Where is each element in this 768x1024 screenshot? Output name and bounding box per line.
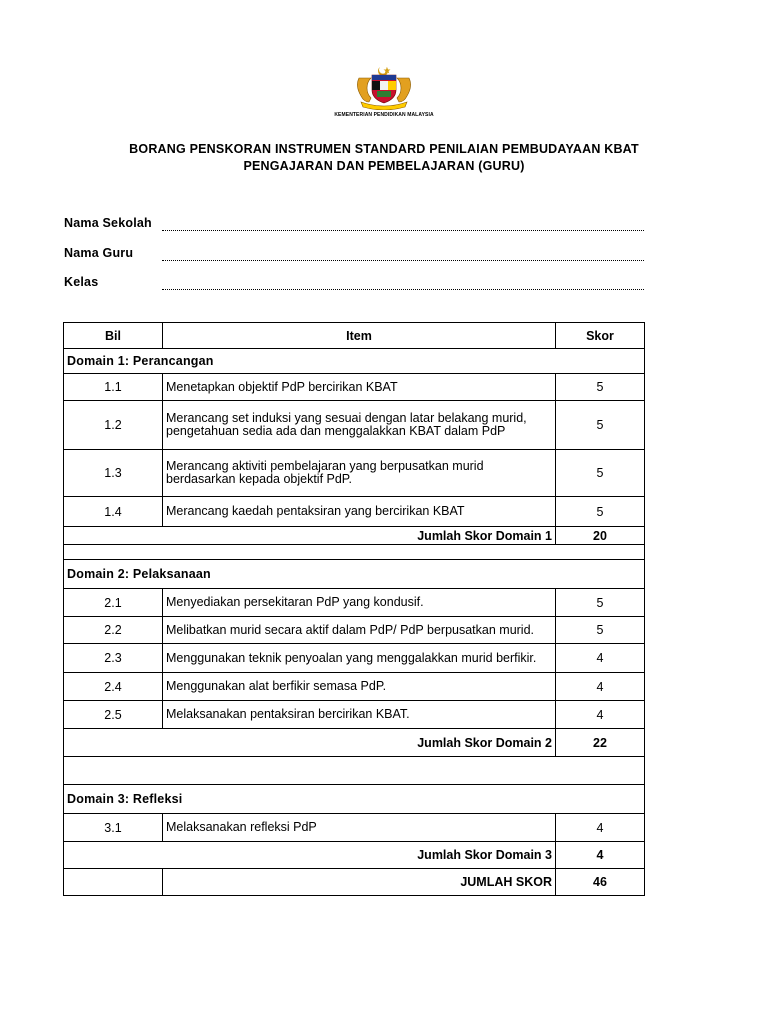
school-name-label: Nama Sekolah: [64, 216, 152, 230]
table-row: [64, 497, 645, 527]
row-skor[interactable]: 4: [556, 814, 645, 842]
class-label: Kelas: [64, 275, 99, 289]
table-row: [64, 374, 645, 401]
table-row: [64, 401, 645, 450]
domain-3-total-value: 4: [556, 842, 645, 869]
teacher-name-label: Nama Guru: [64, 246, 134, 260]
class-field[interactable]: [64, 275, 644, 295]
grand-total-row: [64, 869, 645, 896]
row-item: Merancang set induksi yang sesuai dengan latar belakang murid, pengetahuan sedia ada dan menggalakkan KBAT dalam PdP: [163, 401, 556, 450]
header-skor: Skor: [556, 323, 645, 349]
domain-1-total-row: [64, 527, 645, 545]
row-bil: 1.3: [64, 450, 163, 497]
header-item: Item: [163, 323, 556, 349]
row-skor[interactable]: 5: [556, 617, 645, 644]
domain-3-total-row: [64, 842, 645, 869]
domain-3-title: Domain 3: Refleksi: [64, 785, 645, 814]
row-skor[interactable]: 4: [556, 701, 645, 729]
domain-1-title: Domain 1: Perancangan: [64, 349, 645, 374]
class-line[interactable]: [162, 289, 644, 290]
page-title: [40, 141, 728, 174]
row-bil: 2.2: [64, 617, 163, 644]
school-name-line[interactable]: [162, 230, 644, 231]
table-row: [64, 617, 645, 644]
school-name-field[interactable]: [64, 216, 644, 236]
spacer-cell: [64, 545, 645, 560]
table-row: [64, 450, 645, 497]
row-item: Melibatkan murid secara aktif dalam PdP/ PdP berpusatkan murid.: [163, 617, 556, 644]
teacher-name-field[interactable]: [64, 246, 644, 266]
table-header-row: [64, 323, 645, 349]
domain-1-row: [64, 349, 645, 374]
row-item: Menggunakan teknik penyoalan yang menggalakkan murid berfikir.: [163, 644, 556, 673]
domain-2-total-row: [64, 729, 645, 757]
grand-total-empty-cell: [64, 869, 163, 896]
row-bil: 3.1: [64, 814, 163, 842]
row-skor[interactable]: 5: [556, 374, 645, 401]
domain-2-row: [64, 560, 645, 589]
domain-1-total-value: 20: [556, 527, 645, 545]
row-item: Merancang kaedah pentaksiran yang bercirikan KBAT: [163, 497, 556, 527]
grand-total-label: JUMLAH SKOR: [163, 869, 556, 896]
row-bil: 1.1: [64, 374, 163, 401]
row-bil: 2.3: [64, 644, 163, 673]
row-skor[interactable]: 5: [556, 497, 645, 527]
row-bil: 2.4: [64, 673, 163, 701]
domain-2-total-label: Jumlah Skor Domain 2: [64, 729, 556, 757]
ministry-name: KEMENTERIAN PENDIDIKAN MALAYSIA: [334, 112, 434, 118]
domain-3-total-label: Jumlah Skor Domain 3: [64, 842, 556, 869]
table-row: [64, 673, 645, 701]
row-skor[interactable]: 4: [556, 644, 645, 673]
domain-2-title: Domain 2: Pelaksanaan: [64, 560, 645, 589]
row-bil: 2.1: [64, 589, 163, 617]
score-table: [63, 322, 645, 896]
domain-2-total-value: 22: [556, 729, 645, 757]
table-row: [64, 814, 645, 842]
row-skor[interactable]: 5: [556, 450, 645, 497]
spacer-row: [64, 757, 645, 785]
table-row: [64, 644, 645, 673]
spacer-cell: [64, 757, 645, 785]
title-line-2: PENGAJARAN DAN PEMBELAJARAN (GURU): [243, 158, 525, 173]
row-item: Melaksanakan pentaksiran bercirikan KBAT.: [163, 701, 556, 729]
spacer-row: [64, 545, 645, 560]
row-item: Menggunakan alat berfikir semasa PdP.: [163, 673, 556, 701]
row-item: Menetapkan objektif PdP bercirikan KBAT: [163, 374, 556, 401]
row-bil: 2.5: [64, 701, 163, 729]
row-bil: 1.2: [64, 401, 163, 450]
domain-1-total-label: Jumlah Skor Domain 1: [64, 527, 556, 545]
header-bil: Bil: [64, 323, 163, 349]
row-skor[interactable]: 5: [556, 401, 645, 450]
domain-3-row: [64, 785, 645, 814]
title-line-1: BORANG PENSKORAN INSTRUMEN STANDARD PENILAIAN PEMBUDAYAAN KBAT: [129, 142, 639, 156]
ministry-crest: [334, 64, 434, 118]
row-item: Menyediakan persekitaran PdP yang kondusif.: [163, 589, 556, 617]
teacher-name-line[interactable]: [162, 260, 644, 261]
row-skor[interactable]: 5: [556, 589, 645, 617]
table-row: [64, 589, 645, 617]
grand-total-value: 46: [556, 869, 645, 896]
table-row: [64, 701, 645, 729]
row-item: Merancang aktiviti pembelajaran yang berpusatkan murid berdasarkan kepada objektif PdP.: [163, 450, 556, 497]
row-bil: 1.4: [64, 497, 163, 527]
row-item: Melaksanakan refleksi PdP: [163, 814, 556, 842]
coat-of-arms-icon: [353, 64, 415, 110]
row-skor[interactable]: 4: [556, 673, 645, 701]
